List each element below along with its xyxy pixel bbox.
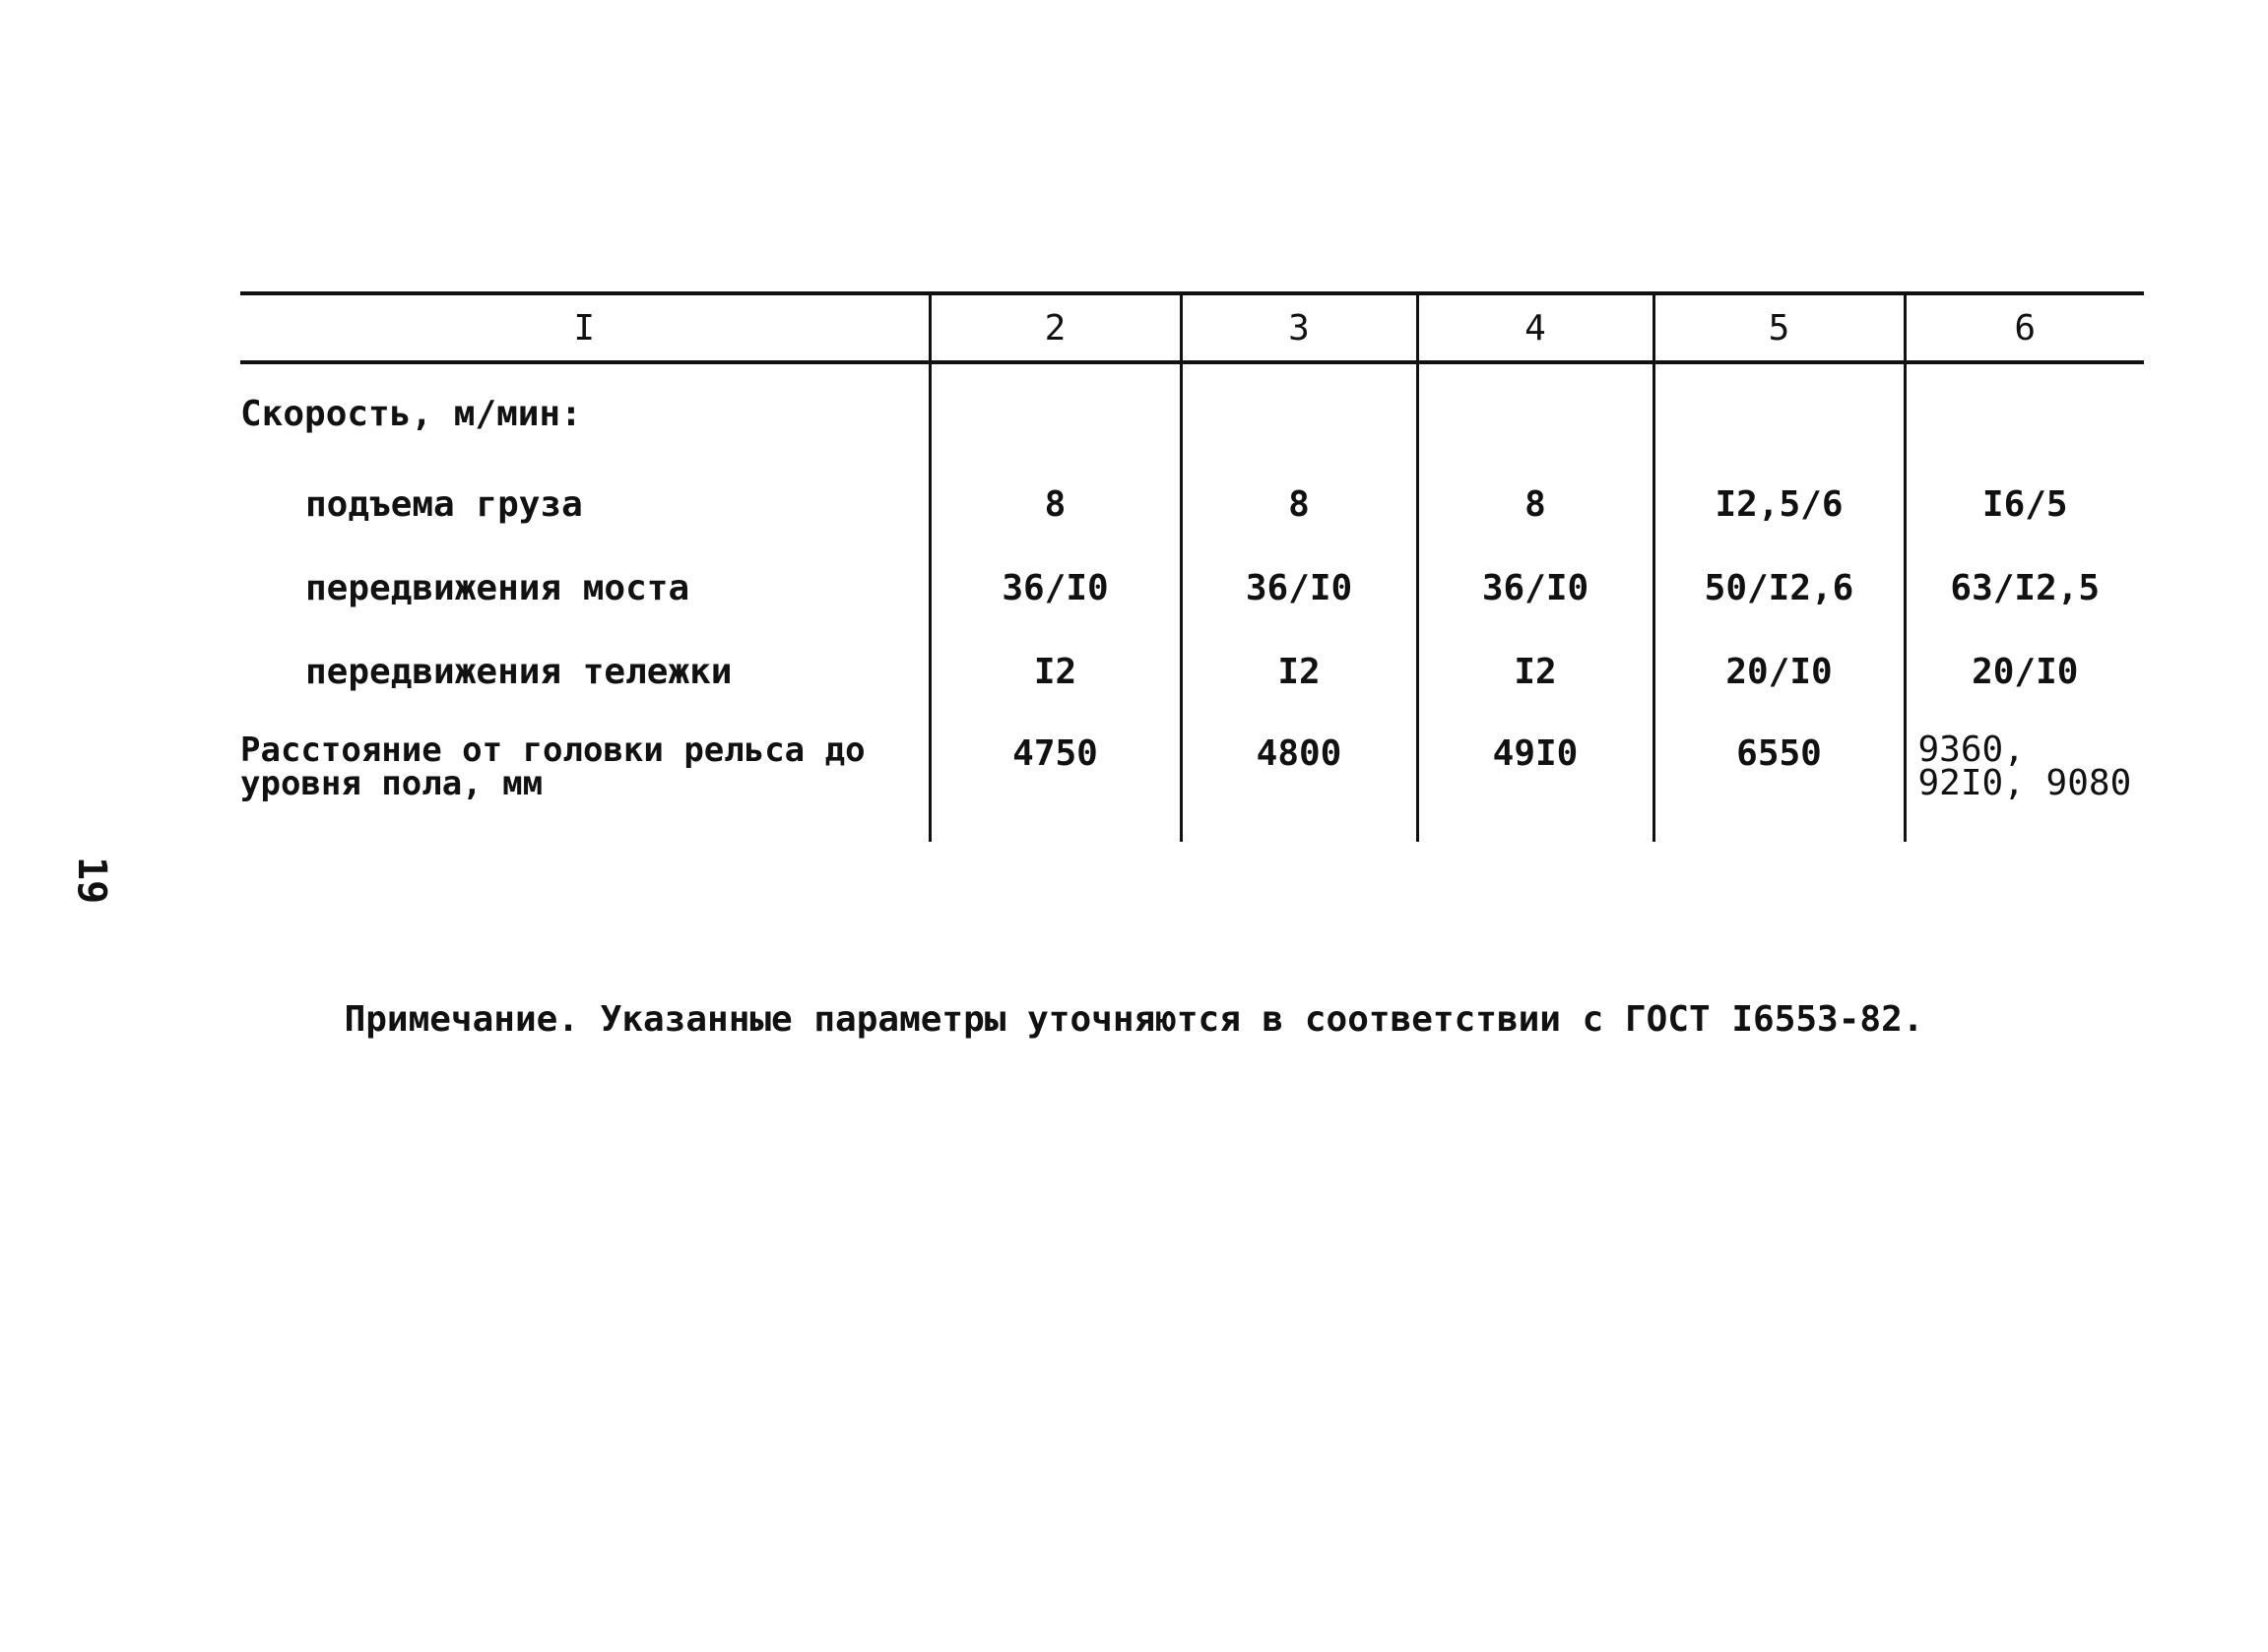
table-cell: 50/I2,6 bbox=[1653, 546, 1905, 630]
table-cell: I6/5 bbox=[1905, 463, 2144, 546]
table-cell: 36/I0 bbox=[1181, 546, 1417, 630]
table-cell: I2 bbox=[930, 630, 1181, 714]
row-label: передвижения тележки bbox=[305, 652, 733, 692]
table-cell bbox=[1417, 362, 1653, 463]
table-row-trolley-speed bbox=[240, 630, 2144, 714]
row-label: Скорость, м/мин: bbox=[240, 393, 582, 434]
column-header: 5 bbox=[1653, 293, 1905, 362]
table-cell: 49I0 bbox=[1417, 714, 1653, 842]
table-cell: I2 bbox=[1417, 630, 1653, 714]
table-cell bbox=[930, 362, 1181, 463]
table-row-hoist-speed bbox=[240, 463, 2144, 546]
table-cell bbox=[1653, 362, 1905, 463]
row-label: подъема груза bbox=[305, 484, 583, 525]
table-row-bridge-speed bbox=[240, 546, 2144, 630]
table-row-speed-heading bbox=[240, 362, 2144, 463]
row-label: передвижения моста bbox=[305, 568, 690, 608]
column-header: 2 bbox=[930, 293, 1181, 362]
column-header: 6 bbox=[1905, 293, 2144, 362]
column-header: I bbox=[240, 293, 930, 362]
parameters-table bbox=[240, 291, 2144, 842]
table-cell bbox=[1181, 362, 1417, 463]
table-cell: 6550 bbox=[1653, 714, 1905, 842]
table-cell: 4800 bbox=[1181, 714, 1417, 842]
table-cell: 8 bbox=[1181, 463, 1417, 546]
table-cell: 8 bbox=[930, 463, 1181, 546]
table-cell: 9360, 92I0, 9080 bbox=[1905, 714, 2144, 842]
footnote: Примечание. Указанные параметры уточняются в соответствии с ГОСТ I6553-82. bbox=[344, 999, 1924, 1040]
column-header: 3 bbox=[1181, 293, 1417, 362]
table-header-row bbox=[240, 293, 2144, 362]
table-cell: 8 bbox=[1417, 463, 1653, 546]
table-row-rail-distance bbox=[240, 714, 2144, 842]
table-cell: 63/I2,5 bbox=[1905, 546, 2144, 630]
table-cell: 36/I0 bbox=[930, 546, 1181, 630]
table-cell: 4750 bbox=[930, 714, 1181, 842]
table-cell bbox=[1905, 362, 2144, 463]
table-cell: I2,5/6 bbox=[1653, 463, 1905, 546]
table-cell: 20/I0 bbox=[1653, 630, 1905, 714]
page-number: 19 bbox=[69, 857, 114, 905]
row-label: Расстояние от головки рельса до уровня пола, мм bbox=[240, 731, 866, 803]
table-cell: I2 bbox=[1181, 630, 1417, 714]
table-cell: 36/I0 bbox=[1417, 546, 1653, 630]
column-header: 4 bbox=[1417, 293, 1653, 362]
table-cell: 20/I0 bbox=[1905, 630, 2144, 714]
